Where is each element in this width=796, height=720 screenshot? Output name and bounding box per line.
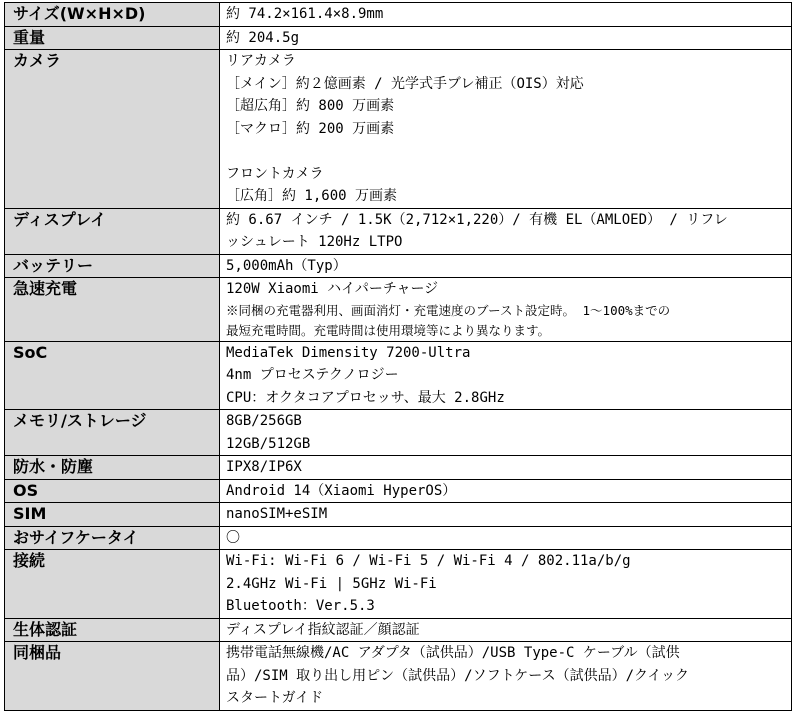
spec-value — [220, 456, 792, 480]
spec-value-line: 品）/SIM 取り出し用ピン（試供品）/ソフトケース（試供品）/クイック — [226, 667, 690, 684]
spec-label: カメラ — [5, 50, 220, 209]
spec-row — [5, 341, 792, 410]
spec-value-line: nanoSIM+eSIM — [226, 506, 328, 522]
spec-label: サイズ(W×H×D) — [5, 3, 220, 27]
spec-row — [5, 503, 792, 527]
spec-row — [5, 410, 792, 456]
spec-note-line: 最短充電時間。充電時間は使用環境等により異なります。 — [226, 322, 551, 338]
spec-value — [220, 254, 792, 278]
spec-table — [4, 2, 792, 711]
spec-value-line: 約 74.2×161.4×8.9mm — [226, 6, 384, 22]
spec-label: メモリ/ストレージ — [5, 410, 220, 456]
spec-value-line: 4nm プロセステクノロジー — [226, 367, 399, 383]
spec-row — [5, 254, 792, 278]
spec-row — [5, 278, 792, 342]
spec-value-line: フロントカメラ — [226, 165, 324, 182]
spec-value-line: 約 6.67 インチ / 1.5K（2,712×1,220）/ 有機 EL（AMLOED） / リフレ — [226, 211, 728, 228]
spec-value-line: ［広角］約 1,600 万画素 — [226, 188, 398, 204]
spec-value-line: MediaTek Dimensity 7200-Ultra — [226, 344, 471, 361]
spec-row — [5, 456, 792, 480]
spec-value-line: ［マクロ］約 200 万画素 — [226, 120, 395, 137]
spec-row — [5, 618, 792, 642]
spec-value — [220, 208, 792, 254]
spec-value-line: スタートガイド — [226, 690, 324, 706]
spec-value — [220, 341, 792, 410]
spec-value — [220, 3, 792, 27]
spec-value — [220, 50, 792, 209]
spec-value-line: IPX8/IP6X — [226, 459, 302, 475]
spec-value — [220, 479, 792, 503]
spec-value — [220, 26, 792, 50]
spec-label: 接続 — [5, 550, 220, 619]
spec-value-line: 約 204.5g — [226, 29, 300, 46]
spec-label: SoC — [5, 341, 220, 410]
spec-value — [220, 550, 792, 619]
spec-value-line: 12GB/512GB — [226, 435, 311, 452]
spec-label: おサイフケータイ — [5, 526, 220, 550]
spec-value-line: 8GB/256GB — [226, 413, 302, 429]
spec-value-line: ッシュレート 120Hz LTPO — [226, 234, 403, 250]
spec-value — [220, 526, 792, 550]
spec-label: ディスプレイ — [5, 208, 220, 254]
spec-row — [5, 642, 792, 711]
spec-row — [5, 26, 792, 50]
spec-value-line: ［超広角］約 800 万画素 — [226, 98, 395, 114]
spec-row — [5, 526, 792, 550]
spec-value-line: 携帯電話無線機/AC アダプタ（試供品）/USB Type-C ケーブル（試供 — [226, 645, 680, 661]
spec-label: 重量 — [5, 26, 220, 50]
spec-label: 防水・防塵 — [5, 456, 220, 480]
spec-row — [5, 50, 792, 209]
spec-value-line: CPU：オクタコアプロセッサ、最大 2.8GHz — [226, 389, 505, 406]
spec-value-line: ［メイン］約２億画素 / 光学式手ブレ補正（OIS）対応 — [226, 75, 584, 92]
spec-table-body — [5, 3, 792, 711]
spec-value-line: Wi-Fi: Wi-Fi 6 / Wi-Fi 5 / Wi-Fi 4 / 802.11a/b/g — [226, 553, 631, 569]
spec-value — [220, 503, 792, 527]
spec-note-line: ※同梱の充電器利用、画面消灯・充電速度のブースト設定時。 1～100%までの — [226, 302, 671, 318]
spec-value-line: 5,000mAh（Typ） — [226, 257, 347, 274]
spec-value-line: Bluetooth：Ver.5.3 — [226, 598, 375, 614]
spec-value-line: 〇 — [226, 529, 240, 546]
spec-row — [5, 550, 792, 619]
spec-value-line: Android 14（Xiaomi HyperOS） — [226, 482, 457, 499]
spec-value-line: 120W Xiaomi ハイパーチャージ — [226, 281, 439, 297]
spec-row — [5, 479, 792, 503]
spec-label: 急速充電 — [5, 278, 220, 342]
spec-value — [220, 410, 792, 456]
spec-label: 生体認証 — [5, 618, 220, 642]
spec-label: SIM — [5, 503, 220, 527]
spec-label: OS — [5, 479, 220, 503]
spec-value-line — [226, 140, 785, 163]
spec-value — [220, 618, 792, 642]
spec-row — [5, 3, 792, 27]
spec-label: バッテリー — [5, 254, 220, 278]
spec-value — [220, 278, 792, 342]
spec-row — [5, 208, 792, 254]
spec-value-line: ディスプレイ指紋認証／顔認証 — [226, 621, 420, 638]
spec-value-line: 2.4GHz Wi-Fi | 5GHz Wi-Fi — [226, 575, 437, 592]
spec-label: 同梱品 — [5, 642, 220, 711]
spec-value — [220, 642, 792, 711]
spec-value-line: リアカメラ — [226, 53, 296, 69]
